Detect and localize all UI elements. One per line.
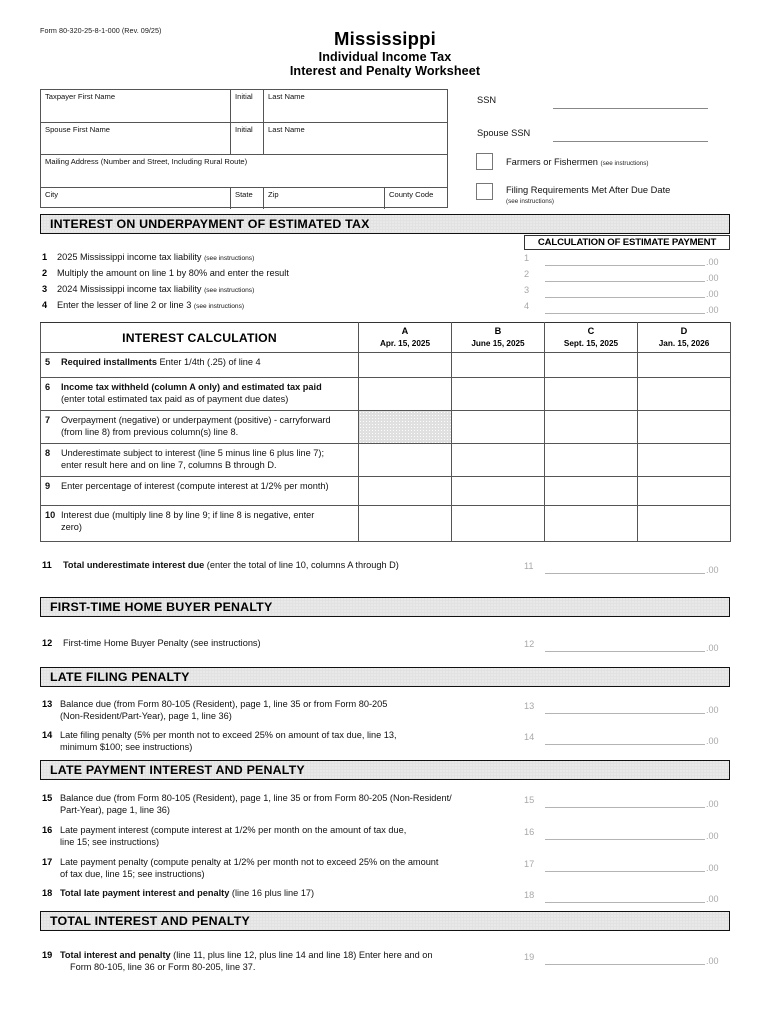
line-17-label [60,857,525,881]
zip-field[interactable]: Zip [263,188,384,209]
line-7-second: (from line 8) from previous column(s) line 8. [61,426,239,437]
line-15-second: Part-Year), page 1, line 36) [60,804,170,815]
line-13-amount-number: 13 [524,701,535,711]
county-code-field[interactable]: County Code [384,188,447,209]
line-2-amount-input[interactable] [545,281,705,282]
section-header-first-time-home-buyer: FIRST-TIME HOME BUYER PENALTY [40,597,730,617]
line-14-amount-input[interactable] [545,744,705,745]
line-8-value-a[interactable] [359,444,452,477]
line-2-number: 2 [42,268,48,278]
column-c-letter: C [587,326,595,336]
line-7-value-a-shaded [359,411,452,444]
line-19-label [60,950,525,974]
ssn-input[interactable] [553,108,708,109]
line-4-number: 4 [42,300,48,310]
line-3-number: 3 [42,284,48,294]
section-header-late-filing: LATE FILING PENALTY [40,667,730,687]
line-1-amount-number: 1 [524,253,530,263]
line-18-rest: (line 16 plus line 17) [229,888,315,898]
line-15-cents: .00 [706,799,719,809]
spouse-initial-field[interactable]: Initial [230,123,263,154]
line-13-label [60,699,515,723]
column-a-date: Apr. 15, 2025 [379,339,431,348]
line-7-rest: Overpayment (negative) or underpayment (positive) - carryforward [61,415,331,425]
line-15-amount-input[interactable] [545,807,705,808]
line-16-amount-number: 16 [524,827,535,837]
line-18-amount-input[interactable] [545,902,705,903]
line-1-label [57,252,507,264]
line-4-note: (see instructions) [193,303,245,310]
line-16-cents: .00 [706,831,719,841]
line-7-value-c[interactable] [545,411,638,444]
line-9-number: 9 [45,481,51,491]
line-10-rest: Interest due (multiply line 8 by line 9; if line 8 is negative, enter [61,510,315,520]
line-13-amount-input[interactable] [545,713,705,714]
line-8-value-b[interactable] [452,444,545,477]
line-7-text [61,415,348,439]
line-1-cents: .00 [706,257,719,267]
taxpayer-last-name-field[interactable]: Last Name [263,90,447,122]
spouse-name-row [41,123,447,155]
table-row [41,506,731,542]
column-header-d [638,323,731,353]
line-7-label-cell [41,411,359,444]
line-17-rest: Late payment penalty (compute penalty at 1/2% per month not to exceed 25% on the amount [60,857,439,867]
form-number: Form 80-320-25-8-1-000 (Rev. 09/25) [40,26,162,35]
farmers-or-fishermen-checkbox[interactable] [476,153,493,170]
line-14-rest: Late filing penalty (5% per month not to exceed 25% on amount of tax due, line 13, [60,730,397,740]
line-10-value-d[interactable] [638,506,731,542]
line-3-cents: .00 [706,289,719,299]
farmers-label-text: Farmers or Fishermen [506,157,598,167]
line-9-value-c[interactable] [545,477,638,506]
city-field[interactable]: City [45,190,59,199]
farmers-or-fishermen-label [506,157,649,167]
line-10-value-c[interactable] [545,506,638,542]
spouse-first-name-field[interactable]: Spouse First Name [45,125,110,134]
line-5-rest: Enter 1/4th (.25) of line 4 [156,357,261,367]
form-title-block [0,28,770,79]
line-19-cents: .00 [706,956,719,966]
line-5-number: 5 [45,357,51,367]
line-18-number: 18 [42,888,53,898]
column-a-letter: A [401,326,409,336]
taxpayer-initial-field[interactable]: Initial [230,90,263,122]
interest-calculation-title: INTEREST CALCULATION [41,323,359,353]
page-title: Mississippi [334,28,436,49]
line-8-label-cell [41,444,359,477]
line-2-label [57,268,507,280]
line-8-value-d[interactable] [638,444,731,477]
line-19-second: Form 80-105, line 36 or Form 80-205, line 37. [70,961,256,972]
line-8-rest: Underestimate subject to interest (line 5 minus line 6 plus line 7); [61,448,324,458]
line-6-label-cell [41,378,359,411]
line-10-second: zero) [61,521,82,532]
line-3-amount-input[interactable] [545,297,705,298]
line-6-bold: Income tax withheld (column A only) and estimated tax paid [61,382,322,392]
line-19-amount-input[interactable] [545,964,705,965]
line-9-label-cell [41,477,359,506]
interest-calculation-table [40,322,731,542]
line-18-amount-number: 18 [524,890,535,900]
column-header-b [452,323,545,353]
line-6-value-a[interactable] [359,378,452,411]
line-6-number: 6 [45,382,51,392]
line-19-amount-number: 19 [524,952,535,962]
line-10-label-cell [41,506,359,542]
column-d-letter: D [680,326,688,336]
line-7-number: 7 [45,415,51,425]
line-12-cents: .00 [706,643,719,653]
line-5-value-c[interactable] [545,353,638,378]
line-11-number: 11 [42,560,52,570]
line-8-value-c[interactable] [545,444,638,477]
line-9-value-b[interactable] [452,477,545,506]
line-1-note: (see instructions) [204,255,255,262]
table-row [41,353,731,378]
line-16-label [60,825,520,849]
line-5-value-b[interactable] [452,353,545,378]
line-11-label [63,560,513,572]
line-14-cents: .00 [706,736,719,746]
line-17-second: of tax due, line 15; see instructions) [60,868,205,879]
line-17-amount-number: 17 [524,859,535,869]
spouse-ssn-input[interactable] [553,141,708,142]
line-19-bold: Total interest and penalty [60,950,171,960]
line-15-rest: Balance due (from Form 80-105 (Resident), page 1, line 35 or from Form 80-205 (Non-Resident/ [60,793,452,803]
line-3-text: 2024 Mississippi income tax liability [57,284,205,294]
line-7-value-b[interactable] [452,411,545,444]
line-4-label [57,300,507,312]
line-19-rest: (line 11, plus line 12, plus line 14 and line 18) Enter here and on [170,950,433,960]
column-b-date: June 15, 2025 [471,339,525,348]
line-12-amount-number: 12 [524,639,535,649]
line-18-cents: .00 [706,894,719,904]
line-3-amount-number: 3 [524,285,530,295]
line-1-amount-input[interactable] [545,265,705,266]
line-11-amount-input[interactable] [545,573,705,574]
line-16-amount-input[interactable] [545,839,705,840]
ssn-label: SSN [477,95,497,105]
line-5-text [61,357,348,369]
line-14-amount-number: 14 [524,732,535,742]
line-15-number: 15 [42,793,53,803]
line-13-cents: .00 [706,705,719,715]
farmers-label-note: (see instructions) [600,160,649,167]
line-5-label-cell [41,353,359,378]
line-16-second: line 15; see instructions) [60,836,160,847]
line-4-text: Enter the lesser of line 2 or line 3 [57,300,194,310]
taxpayer-first-name-field[interactable]: Taxpayer First Name [45,92,116,101]
line-18-bold: Total late payment interest and penalty [60,888,230,898]
line-6-value-b[interactable] [452,378,545,411]
form-subtitle-2: Interest and Penalty Worksheet [289,64,481,79]
filing-requirements-met-checkbox[interactable] [476,183,493,200]
line-13-rest: Balance due (from Form 80-105 (Resident), page 1, line 35 or from Form 80-205 [60,699,388,709]
line-10-number: 10 [45,510,56,520]
line-17-cents: .00 [706,863,719,873]
line-9-value-a[interactable] [359,477,452,506]
table-row [41,411,731,444]
taxpayer-info-box [40,89,448,208]
table-row [41,477,731,506]
column-header-c [545,323,638,353]
line-6-value-d[interactable] [638,378,731,411]
column-b-letter: B [494,326,502,336]
table-row [41,444,731,477]
filing-req-label-note: (see instructions) [506,198,554,205]
line-6-second: (enter total estimated tax paid as of payment due dates) [61,393,289,404]
line-18-label [60,888,525,900]
line-9-value-d[interactable] [638,477,731,506]
line-5-value-d[interactable] [638,353,731,378]
line-2-cents: .00 [706,273,719,283]
line-5-value-a[interactable] [359,353,452,378]
spouse-ssn-label: Spouse SSN [477,128,531,138]
form-subtitle-1: Individual Income Tax [318,49,452,64]
section-header-interest-underpayment: INTEREST ON UNDERPAYMENT OF ESTIMATED TAX [40,214,730,234]
filing-requirements-met-label [506,185,670,195]
column-c-date: Sept. 15, 2025 [563,339,619,348]
line-9-rest: Enter percentage of interest (compute interest at 1/2% per month) [61,481,329,491]
line-11-amount-number: 11 [524,561,534,571]
line-15-amount-number: 15 [524,795,535,805]
line-13-second: (Non-Resident/Part-Year), page 1, line 36) [60,710,232,721]
line-19-number: 19 [42,950,53,960]
line-11-cents: .00 [706,565,719,575]
line-16-rest: Late payment interest (compute interest at 1/2% per month on the amount of tax due, [60,825,407,835]
line-11-bold: Total underestimate interest due [63,560,205,570]
line-14-second: minimum $100; see instructions) [60,741,193,752]
line-4-cents: .00 [706,305,719,315]
line-4-amount-number: 4 [524,301,530,311]
section-header-total: TOTAL INTEREST AND PENALTY [40,911,730,931]
line-4-amount-input[interactable] [545,313,705,314]
line-16-number: 16 [42,825,53,835]
city-state-zip-row [41,188,447,209]
table-header-row [41,323,731,353]
column-d-date: Jan. 15, 2026 [658,339,710,348]
line-2-text: Multiply the amount on line 1 by 80% and enter the result [57,268,289,278]
spouse-last-name-field[interactable]: Last Name [263,123,447,154]
calculation-of-estimate-payment-header: CALCULATION OF ESTIMATE PAYMENT [524,235,730,250]
line-2-amount-number: 2 [524,269,530,279]
filing-req-label-text: Filing Requirements Met After Due Date [506,185,671,195]
line-1-text: 2025 Mississippi income tax liability [57,252,205,262]
line-17-number: 17 [42,857,53,867]
line-15-label [60,793,520,817]
taxpayer-name-row [41,90,447,123]
table-row [41,378,731,411]
line-10-value-a[interactable] [359,506,452,542]
mailing-address-field[interactable]: Mailing Address (Number and Street, Including Rural Route) [45,157,248,166]
line-14-label [60,730,515,754]
line-11-rest: (enter the total of line 10, columns A through D) [204,560,399,570]
line-17-amount-input[interactable] [545,871,705,872]
line-3-note: (see instructions) [204,287,255,294]
section-header-late-payment: LATE PAYMENT INTEREST AND PENALTY [40,760,730,780]
column-header-a [359,323,452,353]
line-6-text [61,382,348,406]
line-5-bold: Required installments [61,357,157,367]
line-12-number: 12 [42,638,53,648]
line-8-second: enter result here and on line 7, columns B through D. [61,459,277,470]
line-12-label: First-time Home Buyer Penalty (see instructions) [63,638,261,648]
line-8-text [61,448,348,472]
line-3-label [57,284,507,296]
line-14-number: 14 [42,730,53,740]
mailing-address-row [41,155,447,188]
line-10-text [61,510,348,534]
line-1-number: 1 [42,252,48,262]
line-13-number: 13 [42,699,53,709]
line-12-amount-input[interactable] [545,651,705,652]
line-6-value-c[interactable] [545,378,638,411]
state-field[interactable]: State [230,188,263,209]
line-10-value-b[interactable] [452,506,545,542]
line-8-number: 8 [45,448,51,458]
line-7-value-d[interactable] [638,411,731,444]
